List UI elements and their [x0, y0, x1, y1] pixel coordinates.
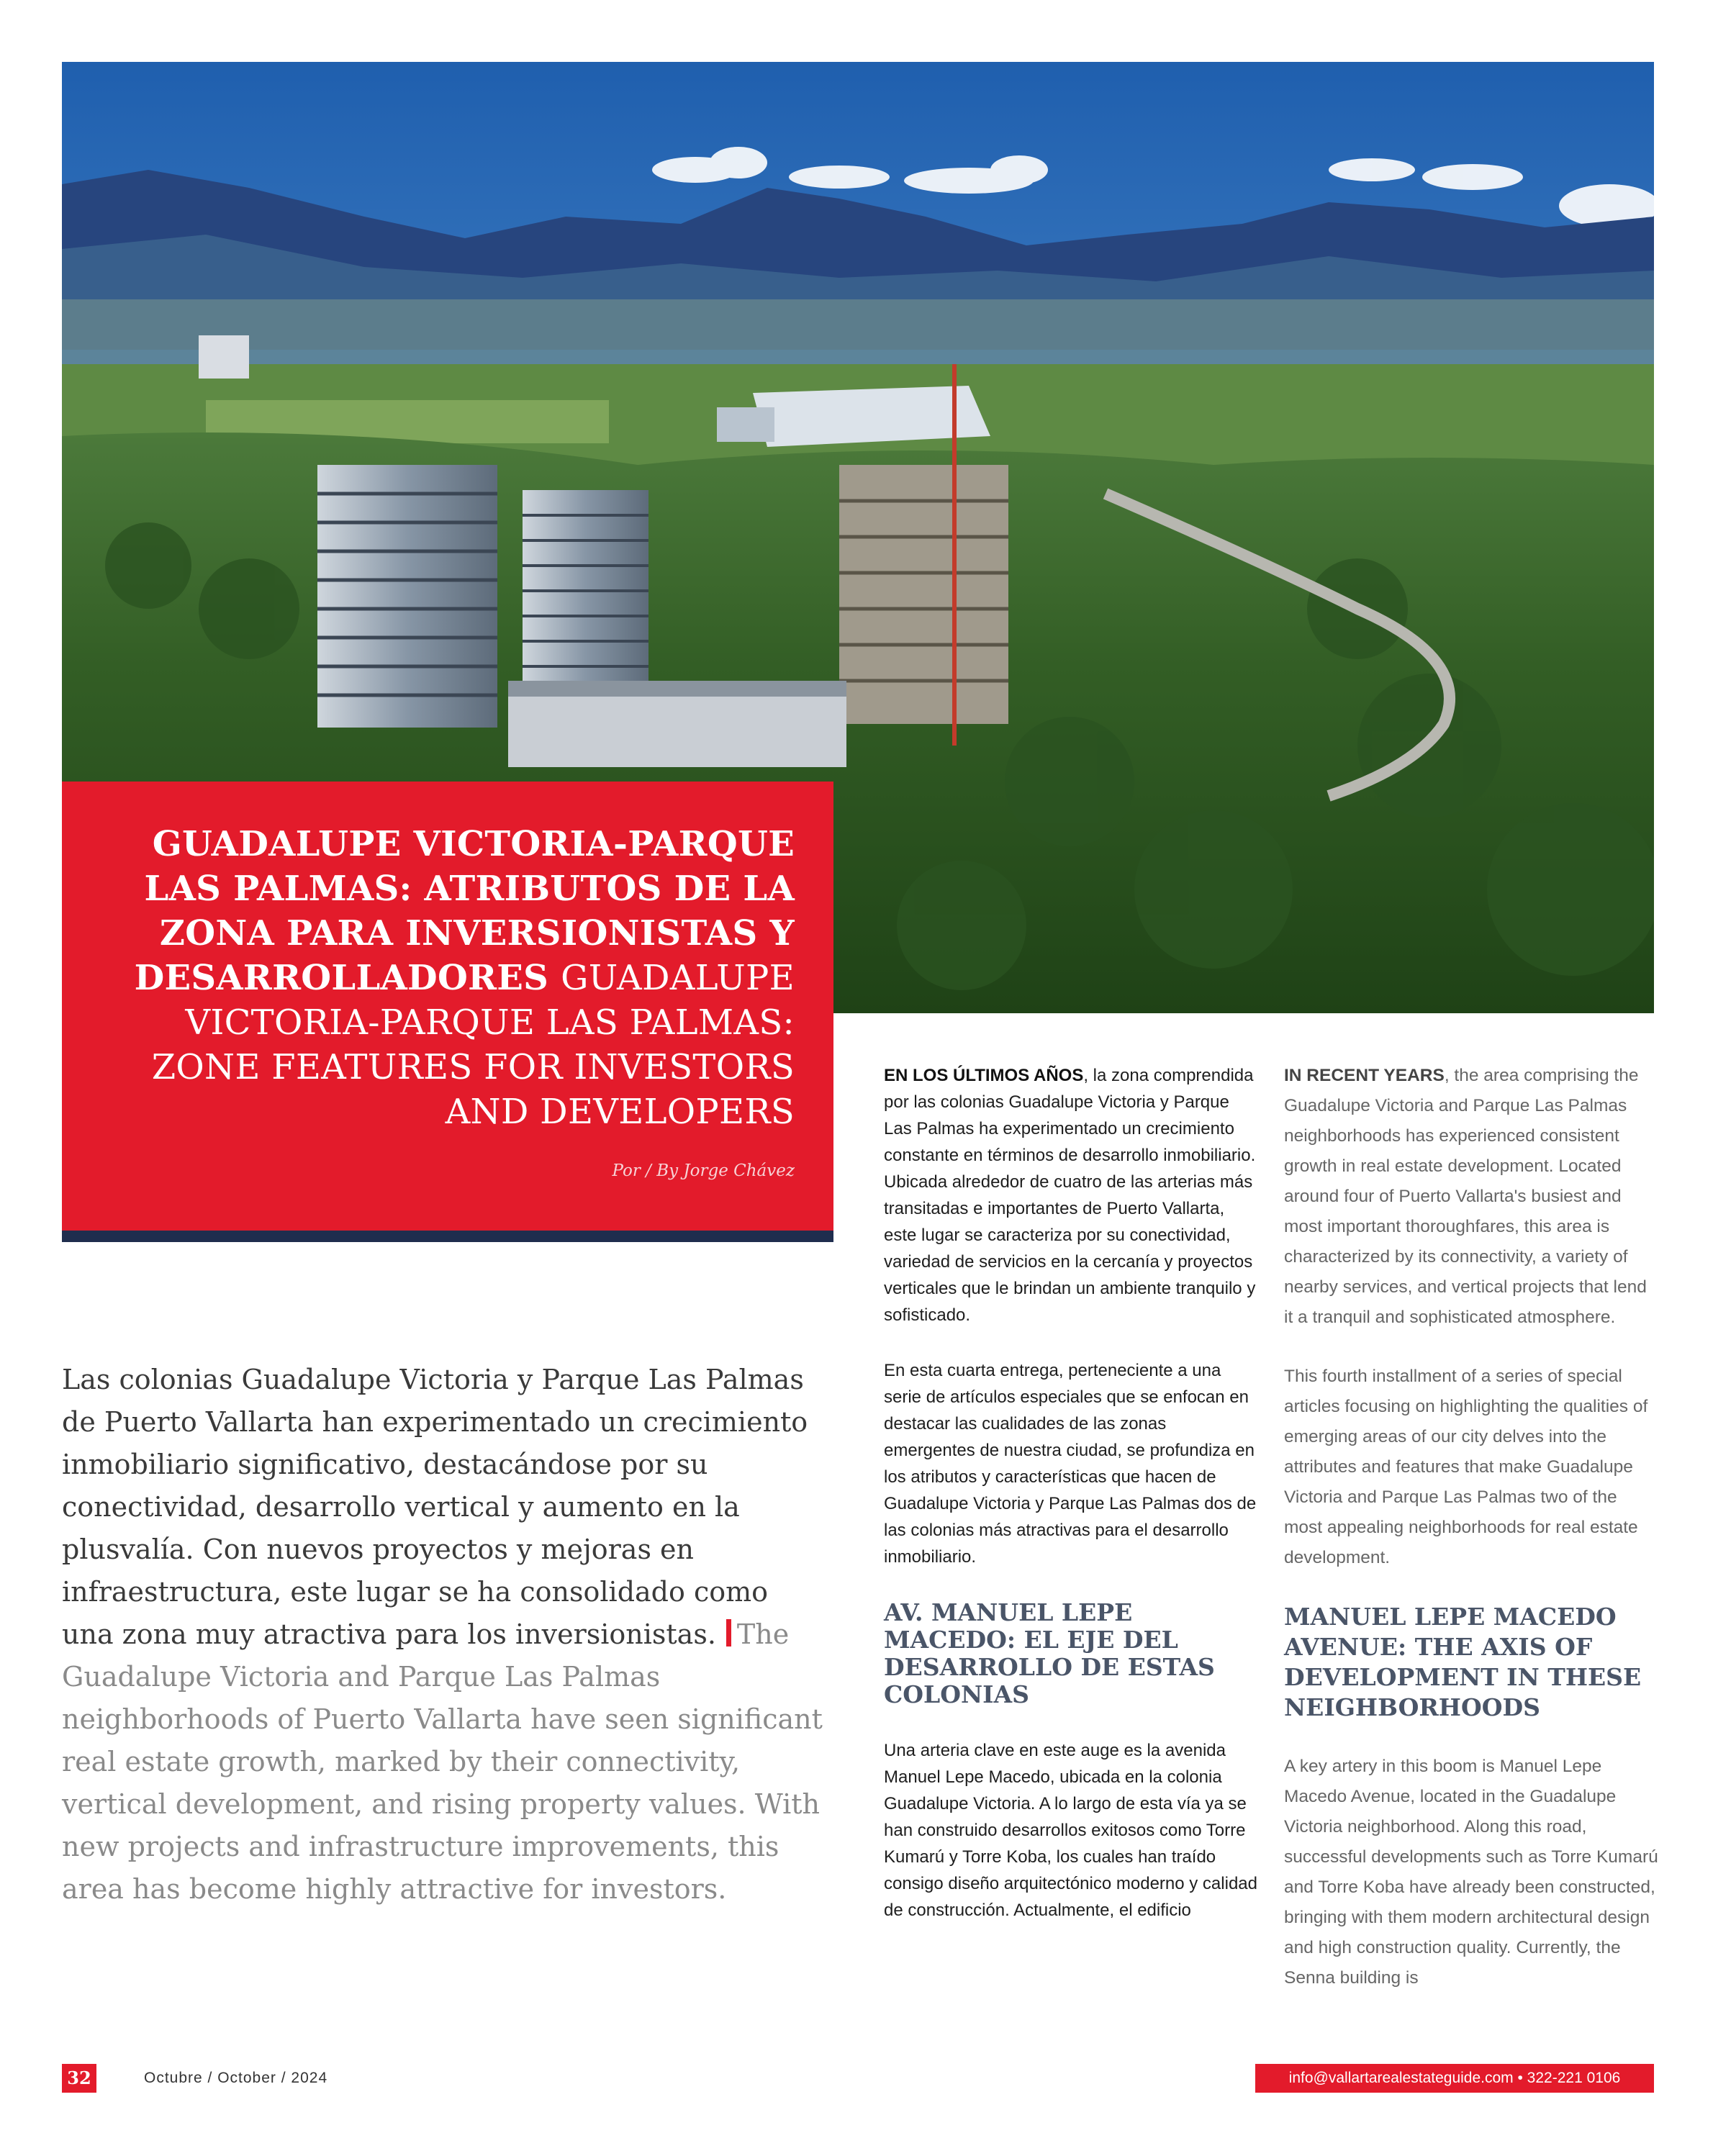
paragraph-es-3: Una arteria clave en este auge es la avenida Manuel Lepe Macedo, ubicada en la colonia Guadalupe Victoria. A lo largo de esta vía ya se han construido desarrollos exitosos como Torre Kumarú y Torre Koba, los cuales han traído consigo diseño arquitectónico moderno y calidad de construcción. Actualmente, el edificio [884, 1741, 1257, 1920]
paragraph-en-1 [1284, 1061, 1658, 1333]
section-heading-en: MANUEL LEPE MACEDO AVENUE: THE AXIS OF DEVELOPMENT IN THESE NEIGHBORHOODS [1284, 1603, 1642, 1721]
issue-date: Octubre / October / 2024 [144, 2070, 328, 2086]
paragraph-es-1 [884, 1062, 1260, 1328]
byline: Por / By Jorge Chávez [612, 1161, 795, 1180]
paragraph-text: , the area comprising the Guadalupe Victoria and Parque Las Palmas neighborhoods has experienced consistent growth in real estate development. Located around four of Puerto Vallarta's busiest and most important thoroughfares, this area is characterized by its connectivity, a variety of nearby services, and vertical projects that lend it a tranquil and sophisticated atmosphere. [1284, 1066, 1647, 1327]
paragraph-lead-es: EN LOS ÚLTIMOS AÑOS [884, 1066, 1084, 1085]
contact-info-link[interactable]: info@vallartarealestateguide.com • 322-221 0106 [1255, 2064, 1654, 2093]
red-bar-separator [726, 1619, 731, 1647]
lead-paragraph [62, 1359, 825, 1911]
paragraph-en-2: This fourth installment of a series of special articles focusing on highlighting the qualities of emerging areas of our city delves into the attributes and features that make Guadalupe Victoria and Parque Las Palmas two of the most appealing neighborhoods for real estate development. [1284, 1367, 1648, 1567]
title-en: GUADALUPE VICTORIA-PARQUE LAS PALMAS: ZONE FEATURES FOR INVESTORS AND DEVELOPERS [151, 958, 795, 1132]
title-stripe-divider [62, 1231, 833, 1242]
column-english [1284, 1061, 1658, 2022]
lead-es: Las colonias Guadalupe Victoria y Parque Las Palmas de Puerto Vallarta han experimentado un crecimiento inmobiliario significativo, destacándose por su conectividad, desarrollo vertical y aumento en la plusvalía. Con nuevos proyectos y mejoras en infraestructura, este lugar se ha consolidado como una zona muy atractiva para los inversionistas. [62, 1364, 808, 1650]
paragraph-en-3: A key artery in this boom is Manuel Lepe Macedo Avenue, located in the Guadalupe Victoria neighborhood. Along this road, successful developments such as Torre Kumarú and Torre Koba have already been constructed, bringing with them modern architectural design and high construction quality. Currently, the Senna building is [1284, 1757, 1658, 1988]
page-number: 32 [62, 2064, 96, 2093]
paragraph-lead-en: IN RECENT YEARS [1284, 1066, 1445, 1085]
article-title [105, 822, 795, 1134]
paragraph-text: , la zona comprendida por las colonias Guadalupe Victoria y Parque Las Palmas ha experimentado un crecimiento constante en términos de desarrollo inmobiliario. Ubicada alrededor de cuatro de las arterias más transitadas e importantes de Puerto Vallarta, este lugar se caracteriza por su conectividad, variedad de servicios en la cercanía y proyectos verticales que le brindan un ambiente tranquilo y sofisticado. [884, 1066, 1256, 1325]
title-es: GUADALUPE VICTORIA-PARQUE LAS PALMAS: ATRIBUTOS DE LA ZONA PARA INVERSIONISTAS Y DESARROLLADORES [134, 824, 795, 998]
paragraph-es-2: En esta cuarta entrega, perteneciente a una serie de artículos especiales que se enfocan en destacar las cualidades de las zonas emergentes de nuestra ciudad, se profundiza en los atributos y características que hacen de Guadalupe Victoria y Parque Las Palmas dos de las colonias más atractivas para el desarrollo inmobiliario. [884, 1361, 1257, 1567]
section-heading-es: AV. MANUEL LEPE MACEDO: EL EJE DEL DESARROLLO DE ESTAS COLONIAS [884, 1598, 1215, 1708]
lead-en: The Guadalupe Victoria and Parque Las Palmas neighborhoods of Puerto Vallarta have seen significant real estate growth, marked by their connectivity, vertical development, and rising property values. With new projects and infrastructure improvements, this area has become highly attractive for investors. [62, 1618, 823, 1905]
title-box [62, 782, 833, 1231]
column-spanish [884, 1062, 1260, 1952]
